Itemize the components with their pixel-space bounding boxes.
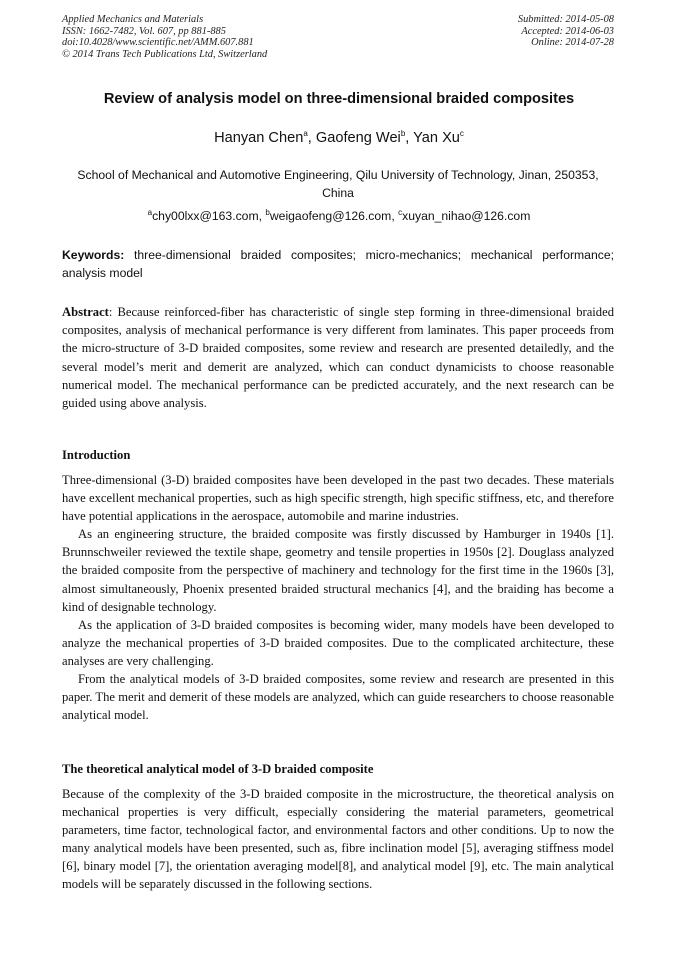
email-address: weigaofeng@126.com xyxy=(269,209,392,223)
email-separator: , xyxy=(391,209,399,223)
email-address: chy00lxx@163.com xyxy=(152,209,259,223)
abstract xyxy=(62,303,614,412)
introduction-heading: Introduction xyxy=(62,448,131,462)
copyright-line: © 2014 Trans Tech Publications Ltd, Switzerland xyxy=(62,48,268,60)
author-affil-mark: a xyxy=(303,129,308,139)
abstract-text: : Because reinforced-fiber has characteristic of single step forming in three-dimensional braided composites, analysis of mechanical performance is very different from laminates. This paper proceeds from the micro-structure of 3-D braided composites, some review and research are presented detailedly, and the several model’s merit and demerit are analyzed, which can conduct dynamicists to choose reasonable numerical model. The mechanical performance can be predicted accurately, and the next research can be guided using above analysis. xyxy=(62,305,614,411)
keywords-text: three-dimensional braided composites; micro-mechanics; mechanical performance; analysis model xyxy=(62,248,614,280)
author-name: Gaofeng Wei xyxy=(315,130,401,146)
keywords xyxy=(62,246,614,282)
journal-name: Applied Mechanics and Materials xyxy=(62,14,204,25)
keywords-label: Keywords: xyxy=(62,248,125,262)
email-mark: a xyxy=(147,207,153,217)
author-list xyxy=(0,130,678,146)
email-address: xuyan_nihao@126.com xyxy=(402,209,531,223)
section-heading: The theoretical analytical model of 3-D braided composite xyxy=(62,762,374,776)
paper-title: Review of analysis model on three-dimensional braided composites xyxy=(103,91,575,107)
email-list xyxy=(0,209,678,223)
author-name: Hanyan Chen xyxy=(214,130,304,146)
email-mark: b xyxy=(265,207,270,217)
author-affil-mark: c xyxy=(459,129,464,139)
publication-info xyxy=(62,14,267,60)
intro-paragraph: As an engineering structure, the braided composite was firstly discussed by Hamburger in 1940s [1]. Brunnschweiler reviewed the textile shape, geometry and tensile properties in 1950s [2]. Douglass analyzed the braided composite from the perspective of machinery and technology for the first time in the 1960s [3], almost simultaneously, Phoenix presented braided structural mechanics [4], and the braiding has become a kind of designable technology. xyxy=(62,527,614,614)
online-date: Online: 2014-07-28 xyxy=(531,37,614,49)
accepted-date: Accepted: 2014-06-03 xyxy=(521,25,614,37)
affiliation: School of Mechanical and Automotive Engineering, Qilu University of Technology, Jinan, 250353, China xyxy=(77,168,599,200)
intro-paragraph: From the analytical models of 3-D braided composites, some review and research are presented in this paper. The merit and demerit of these models are analyzed, which can guide researchers to choose reasonable analytical model. xyxy=(62,672,614,723)
email-separator: , xyxy=(258,209,266,223)
submitted-date: Submitted: 2014-05-08 xyxy=(517,14,614,25)
abstract-label: Abstract xyxy=(62,305,109,319)
doi-line: doi:10.4028/www.scientific.net/AMM.607.881 xyxy=(62,37,254,49)
section-paragraph: Because of the complexity of the 3-D braided composite in the microstructure, the theoretical analysis on mechanical properties is very difficult, especially considering the material parameters, geometrical parameters, time factor, technological factor, and environmental factors and other conditions. Up to now the many analytical models have been presented, such as, fibre inclination model [5], averaging stiffness model [6], binary model [7], the orientation averaging model[8], and analytical model [9], etc. The main analytical models will be separately discussed in the following sections. xyxy=(62,787,614,892)
author-separator: , xyxy=(405,130,414,146)
introduction-body xyxy=(62,471,614,724)
intro-paragraph: Three-dimensional (3-D) braided composites have been developed in the past two decades. These materials have excellent mechanical properties, such as high specific strength, high specific stiffness, etc, and therefore have potential applications in the aerospace, automobile and marine industries. xyxy=(62,473,614,524)
author-name: Yan Xu xyxy=(413,130,460,146)
author-separator: , xyxy=(307,130,316,146)
email-mark: c xyxy=(398,207,403,217)
issn-line: ISSN: 1662-7482, Vol. 607, pp 881-885 xyxy=(62,25,226,37)
intro-paragraph: As the application of 3-D braided composites is becoming wider, many models have been developed to analyze the mechanical properties of 3-D braided composites. Due to the complicated architecture, these analyses are very challenging. xyxy=(62,617,614,668)
publication-dates xyxy=(518,14,614,49)
author-affil-mark: b xyxy=(400,129,406,139)
